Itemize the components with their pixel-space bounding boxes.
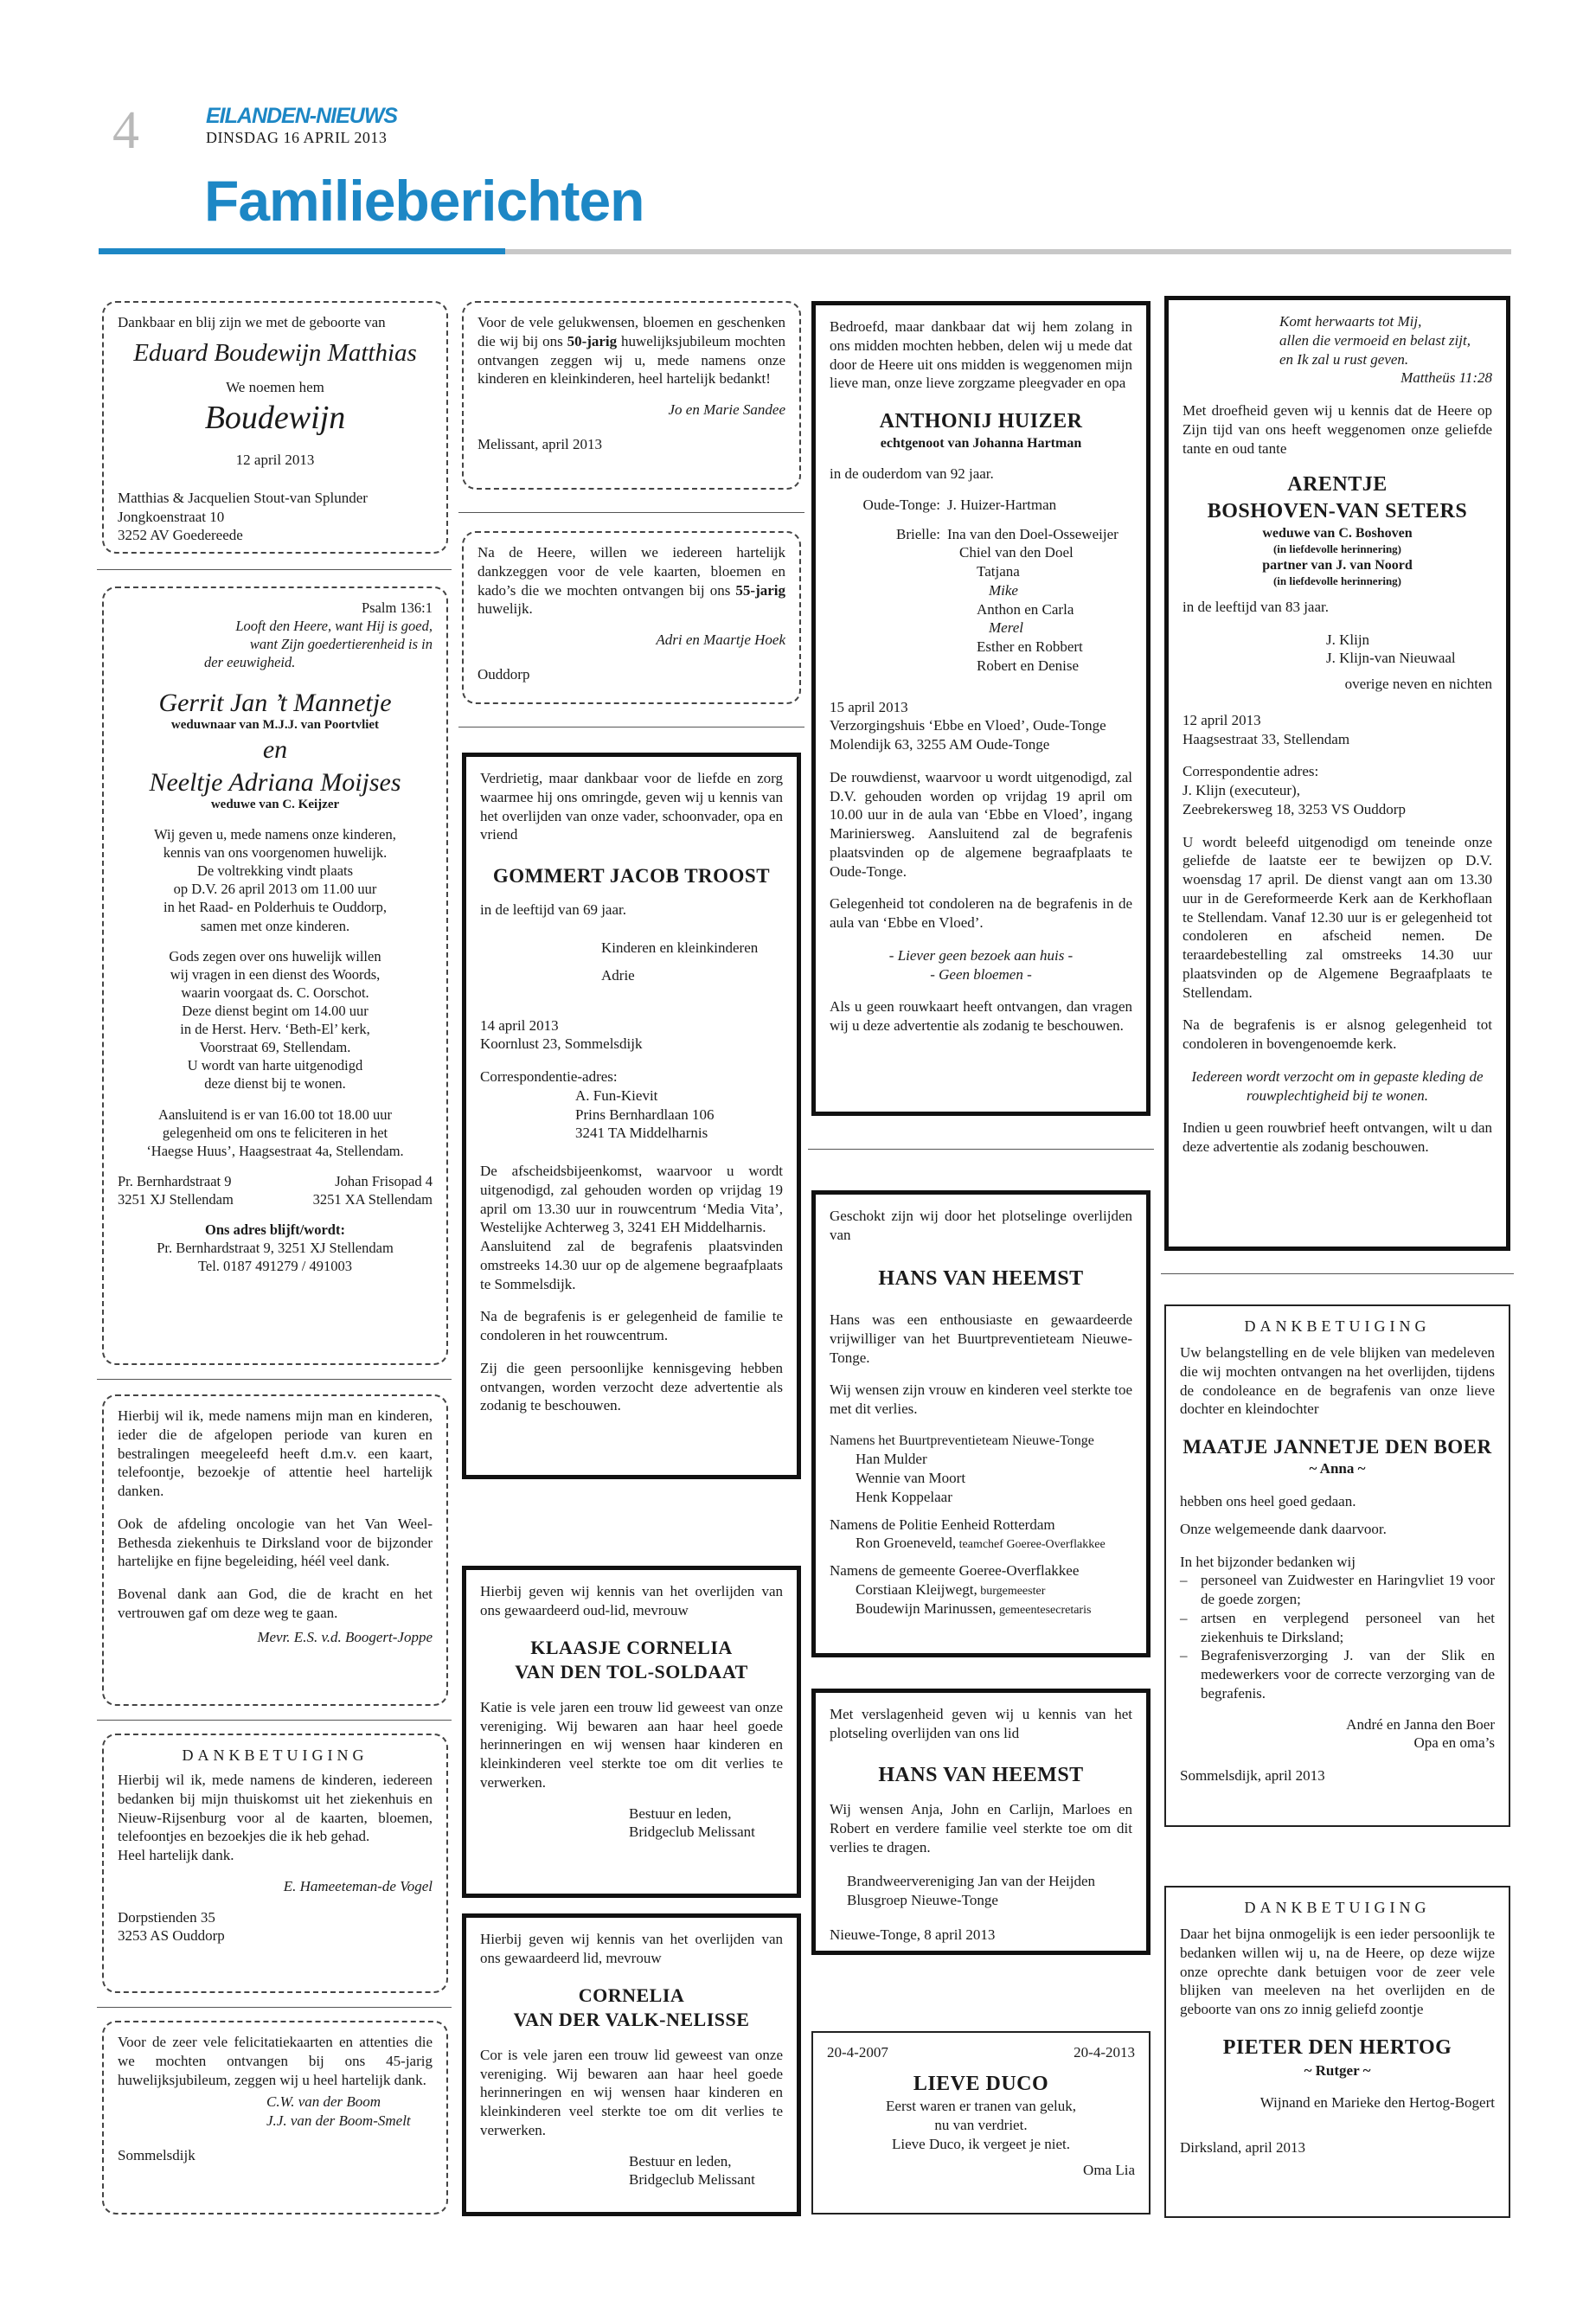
family: J. Klijn-van Nieuwaal [1326, 650, 1456, 667]
signature: Opa en oma’s [1413, 1734, 1495, 1752]
ad-text: Katie is vele jaren een trouw lid geweest van onze vereniging. Wij bewaren aan haar heel goede herinneringen en wij wensen haar kinderen en kleinkinderen veel sterkte toe om dit verlies te verwerken. [480, 1698, 783, 1791]
ad-text: Ook de afdeling oncologie van het Van Weel-Bethesda ziekenhuis te Dirksland voor de bijzonder hartelijke en fijne begeleiding, héél veel dank. [118, 1515, 433, 1570]
ad-text: Hans was een enthousiaste en gewaardeerde vrijwilliger van het Buurtpreventieteam Nieuwe-Tonge. [830, 1311, 1132, 1366]
ad-text: Voorstraat 69, Stellendam. [199, 1039, 351, 1056]
poem-line: nu van verdriet. [934, 2117, 1028, 2134]
ad-text: Bedroefd, maar dankbaar dat wij hem zolang in ons midden mochten hebben, delen wij u mede dat door de Heere uit ons midden is weggenomen mijn lieve man, onze lieve zorgzame pleegvader en opa [830, 318, 1132, 392]
ad-text: Met verslagenheid geven wij u kennis van het plotseling overlijden van ons lid [830, 1706, 1132, 1741]
divider [97, 1379, 452, 1380]
address: Koornlust 23, Sommelsdijk [480, 1035, 643, 1053]
ad-text: We noemen hem [226, 378, 324, 395]
ad-text: Wij wensen Anja, John en Carlijn, Marloes en Robert en verdere familie veel sterkte toe om dit verlies te dragen. [830, 1801, 1132, 1856]
ad-text: Na de begrafenis is er gelegenheid de familie te condoleren in het rouwcentrum. [480, 1308, 783, 1344]
deceased-note: echtgenoot van Johanna Hartman [880, 435, 1082, 451]
family: Robert en Denise [977, 657, 1080, 674]
ad-text: kennis van ons voorgenomen huwelijk. [163, 844, 388, 862]
ad-text: De rouwdienst, waarvoor u wordt uitgenodigd, zal D.V. gehouden worden op vrijdag 19 april om 10.00 uur in de aula van ‘Ebbe en Vloed’, ingang Marinierswеg. Aansluitend zal de begrafenis plaatsvinden op de algemene begraafplaats te Oude-Tonge. [830, 768, 1132, 880]
place: Nieuwe-Tonge, 8 april 2013 [830, 1926, 996, 1943]
ad-text: waarin voorgaat ds. C. Oorschot. [181, 984, 369, 1001]
signature: C.W. van der Boom [266, 2093, 381, 2111]
address: Pr. Bernhardstraat 9, 3251 XJ Stellendam [157, 1240, 394, 1257]
deceased-name: MAATJE JANNETJE DEN BOER [1183, 1436, 1492, 1458]
signature: Wijnand en Marieke den Hertog-Bogert [1259, 2094, 1495, 2112]
signature: Bridgeclub Melissant [629, 2171, 755, 2189]
age: in de ouderdom van 92 jaar. [830, 465, 994, 483]
child-name: Eduard Boudewijn Matthias [133, 338, 417, 367]
verse: Looft den Heere, want Hij is goed, [235, 618, 433, 635]
request: - Liever geen bezoek aan huis - [888, 946, 1074, 964]
address: Johan Frisopad 4 [335, 1172, 433, 1189]
family: overige neven en nichten [1344, 676, 1492, 693]
bride-name: Neeltje Adriana Moijses [149, 768, 401, 798]
request: Iedereen wordt verzocht om in gepaste kleding de rouwplechtigheid bij te wonen. [1191, 1067, 1484, 1104]
ad-text: in het Raad- en Polderhuis te Ouddorp, [163, 899, 387, 916]
family: Adrie [601, 966, 635, 984]
ad-date: 14 april 2013 [480, 1016, 559, 1034]
signature: Bestuur en leden, [629, 1804, 732, 1822]
family: Kinderen en kleinkinderen [601, 939, 759, 957]
deceased-name: GOMMERT JACOB TROOST [492, 865, 771, 887]
ad-heading: DANKBETUIGING [1244, 1899, 1431, 1916]
ad-date: 20-4-2013 [1074, 2044, 1135, 2061]
anniversary: 50-jarig [567, 332, 618, 349]
address: Pr. Bernhardstraat 9 [118, 1172, 232, 1189]
list-item: artsen en verplegend personeel van het ziekenhuis te Dirksland; [1201, 1609, 1495, 1645]
signature: Boudewijn Marinussen, [856, 1600, 997, 1617]
ad-text: samen met onze kinderen. [200, 917, 350, 934]
family: Mike [989, 581, 1018, 599]
address-heading: Ons adres blijft/wordt: [205, 1221, 345, 1239]
ad-text: wij vragen in een dienst des Woords, [170, 965, 381, 983]
thank-you-ad [462, 301, 801, 490]
ad-text: huwelijksjubileum mochten ontvangen zeggen wij u, mede namens onze kinderen en kleinkinderen, heel hartelijk bedankt! [478, 332, 785, 388]
address: 3251 XA Stellendam [312, 1190, 433, 1208]
death-announcement [462, 1913, 801, 2216]
divider [1161, 1273, 1514, 1274]
deceased-name: HANS VAN HEEMST [878, 1266, 1084, 1290]
group: Namens de gemeente Goeree-Overflakkee [830, 1562, 1080, 1580]
ad-text: Bovenal dank aan God, die de kracht en het vertrouwen gaf om deze weg te gaan. [118, 1586, 433, 1621]
ad-text: U wordt beleefd uitgenodigd om teneinde onze geliefde de laatste eer te bewijzen op D.V. woensdag 17 april. De dienst vangt aan om 13.30 uur in de Gereformeerde Kerk aan de Kerkhoflaan te Stellendam. Vanaf 12.30 uur is er gelegenheid tot condoleren en afscheid nemen. De teraardebestelling zal omstreeks 14.30 uur plaatsvinden op de Algemene Begraafplaats te Stellendam. [1183, 833, 1492, 1001]
list-item: Begrafenisverzorging J. van der Slik en medewerkers voor de correcte verzorging van de begrafenis. [1201, 1647, 1495, 1702]
signature: Brandweervereniging Jan van der Heijden [847, 1873, 1095, 1890]
ad-text: op D.V. 26 april 2013 om 11.00 uur [173, 881, 377, 898]
ad-text: deze dienst bij te wonen. [204, 1075, 346, 1093]
nickname: ~ Rutger ~ [1304, 2061, 1371, 2079]
thank-you-ad [1164, 1886, 1510, 2218]
ad-text: Aansluitend is er van 16.00 tot 18.00 uur [158, 1106, 392, 1123]
address: Molendijk 63, 3255 AM Oude-Tonge [830, 736, 1050, 753]
deceased-name: VAN DEN TOL-SOLDAAT [515, 1660, 748, 1682]
section-rule [505, 249, 1511, 254]
section-title: Familieberichten [204, 169, 644, 233]
family: J. Huizer-Hartman [947, 496, 1057, 513]
ad-text: Gelegenheid tot condoleren na de begrafenis in de aula van ‘Ebbe en Vloed’. [830, 895, 1132, 932]
address: Dorpstienden 35 [118, 1908, 215, 1926]
ad-text: Gods zegen over ons huwelijk willen [169, 947, 381, 965]
ad-text: Verdrietig, maar dankbaar voor de liefde en zorg waarmee hij ons omringde, geven wij u kennis van het overlijden van onze vader, schoonvader, opa en vriend [480, 770, 783, 843]
death-announcement [1164, 296, 1510, 1251]
signature: André en Janna den Boer [1346, 1715, 1495, 1733]
ad-text: Aansluitend zal de begrafenis plaatsvinden omstreeks 14.30 uur op de algemene begraafplaats te Sommelsdijk. [480, 1238, 783, 1292]
verse-ref: Mattheüs 11:28 [1401, 369, 1492, 387]
ad-text: Heel hartelijk dank. [118, 1847, 234, 1864]
signature: Wennie van Moort [856, 1470, 966, 1487]
signature: Blusgroep Nieuwe-Tonge [847, 1892, 998, 1909]
ad-text: Wij wensen zijn vrouw en kinderen veel sterkte toe met dit verlies. [830, 1381, 1132, 1418]
place: Brielle: [896, 525, 940, 542]
address: A. Fun-Kievit [575, 1086, 658, 1104]
verse: Komt herwaarts tot Mij, [1279, 313, 1422, 330]
place: Sommelsdijk, april 2013 [1180, 1767, 1325, 1785]
ad-heading: DANKBETUIGING [182, 1747, 369, 1764]
deceased-name: PIETER DEN HERTOG [1222, 2035, 1452, 2059]
wedding-announcement [102, 586, 448, 1365]
ad-text: Daar het bijna onmogelijk is een ieder persoonlijk te bedanken willen wij u, na de Heere, op deze wijze onze oprechte dank betuigen voor de zeer vele blijken van meeleven na het overlijden en de geboorte van ons zo innig geliefd zoontje [1180, 1926, 1495, 2018]
ad-text: gelegenheid om ons te feliciteren in het [162, 1124, 388, 1141]
newspaper-logo: EILANDEN-NIEUWS [206, 104, 398, 128]
ad-text: Met droefheid geven wij u kennis dat de Heere op Zijn tijd van ons heeft weggenomen onze geliefde tante en oud tante [1183, 402, 1492, 457]
family: Anthon en Carla [977, 600, 1074, 618]
groom-note: weduwnaar van M.J.J. van Poortvliet [170, 717, 380, 732]
role: burgemeester [977, 1585, 1046, 1599]
divider [808, 1149, 1154, 1150]
deceased-name: BOSHOVEN-VAN SETERS [1207, 499, 1468, 522]
address: Jongkoenstraat 10 [118, 508, 225, 525]
section-rule-accent [99, 248, 505, 254]
anniversary: 55-jarig [735, 581, 785, 599]
ad-text: Cor is vele jaren een trouw lid geweest van onze vereniging. Wij bewaren aan haar heel goede herinneringen en wij wensen haar kinderen en kleinkinderen veel sterkte toe om dit verlies te verwerken. [480, 2046, 783, 2138]
place: Sommelsdijk [118, 2146, 195, 2163]
place: Oude-Tonge: [862, 496, 940, 513]
memorial-ad [811, 2031, 1151, 2214]
address: 3252 AV Goedereede [118, 527, 243, 544]
deceased-name: VAN DER VALK-NELISSE [513, 2008, 750, 2030]
signature: Ron Groeneveld, [856, 1535, 957, 1552]
deceased-note: (in liefdevolle herinnering) [1272, 574, 1402, 588]
deceased-name: ANTHONIJ HUIZER [879, 410, 1083, 433]
thank-you-ad [102, 1394, 448, 1706]
signature: Jo en Marie Sandee [668, 401, 785, 418]
ad-heading: DANKBETUIGING [1244, 1317, 1431, 1335]
family: Chiel van den Doel [959, 544, 1074, 561]
signature: Mevr. E.S. v.d. Boogert-Joppe [257, 1628, 433, 1645]
poem-line: Eerst waren er tranen van geluk, [886, 2098, 1076, 2115]
role: teamchef Goeree-Overflakkee [956, 1538, 1106, 1552]
verse: der eeuwigheid. [204, 654, 296, 671]
nickname: ~ Anna ~ [1309, 1460, 1366, 1477]
ad-text: Zij die geen persoonlijke kennisgeving hebben ontvangen, worden verzocht deze advertentie als zodanig te beschouwen. [480, 1359, 783, 1414]
address: Verzorgingshuis ‘Ebbe en Vloed’, Oude-Tonge [830, 717, 1106, 734]
verse: want Zijn goedertierenheid is in [249, 636, 433, 653]
deceased-note: (in liefdevolle herinnering) [1272, 542, 1402, 556]
ad-text: Hierbij wil ik, mede namens mijn man en kinderen, ieder die de afgelopen periode van kuren en bestralingen meegeleefd heeft d.m.v. een kaart, telefoontje, bezoekje of attentie heel hartelijk danken. [118, 1407, 433, 1499]
deceased-name: HANS VAN HEEMST [878, 1763, 1084, 1786]
ad-text: U wordt van harte uitgenodigd [187, 1057, 363, 1074]
family: Merel [989, 619, 1023, 637]
signature: Bridgeclub Melissant [629, 1823, 755, 1841]
address-heading: Correspondentie adres: [1183, 763, 1319, 780]
deceased-name: ARENTJE [1287, 473, 1388, 497]
address: 3253 AS Ouddorp [118, 1927, 225, 1945]
ad-text: Geschokt zijn wij door het plotselinge overlijden van [830, 1208, 1132, 1243]
ad-text: Hierbij geven wij kennis van het overlijden van ons gewaardeerd lid, mevrouw [480, 1931, 783, 1966]
ad-text: in de Herst. Herv. ‘Beth-El’ kerk, [180, 1021, 370, 1038]
death-announcement [462, 1566, 801, 1898]
child-call-name: Boudewijn [204, 399, 346, 436]
place: Ouddorp [478, 665, 530, 683]
death-announcement [811, 1689, 1151, 1955]
death-announcement [811, 301, 1151, 1116]
death-announcement [811, 1190, 1151, 1657]
ad-text: Uw belangstelling en de vele blijken van medeleven die wij mochten ontvangen na het overlijden, tijdens de condoleance en de begrafenis van onze lieve dochter en kleindochter [1180, 1344, 1495, 1418]
family: J. Klijn [1326, 631, 1370, 648]
thank-you-ad [102, 1734, 448, 1993]
group: Namens het Buurtpreventieteam Nieuwe-Tonge [830, 1433, 1094, 1448]
group: Namens de Politie Eenheid Rotterdam [830, 1516, 1055, 1533]
thank-you-ad [462, 531, 801, 704]
signature: E. Hameeteman-de Vogel [283, 1877, 433, 1894]
death-announcement [462, 753, 801, 1479]
poem-line: Lieve Duco, ik vergeet je niet. [892, 2135, 1070, 2152]
ad-date: 15 april 2013 [830, 698, 908, 715]
verse-ref: Psalm 136:1 [361, 599, 433, 616]
groom-name: Gerrit Jan ’t Mannetje [158, 689, 392, 718]
deceased-name: CORNELIA [578, 1984, 685, 2006]
ad-text: Hierbij geven wij kennis van het overlijden van ons gewaardeerd oud-lid, mevrouw [480, 1583, 783, 1618]
age: in de leeftijd van 69 jaar. [480, 901, 626, 919]
birth-announcement [102, 301, 448, 554]
ad-date: 12 april 2013 [1183, 711, 1261, 728]
address-heading: Correspondentie-adres: [480, 1068, 618, 1086]
ad-text: hebben ons heel goed gedaan. [1180, 1493, 1356, 1510]
deceased-note: partner van J. van Noord [1262, 557, 1413, 573]
list-item: personeel van Zuidwester en Haringvliet 19 voor de goede zorgen; [1201, 1572, 1495, 1608]
address: 3241 TA Middelharnis [575, 1125, 708, 1142]
ad-text: Hierbij wil ik, mede namens de kinderen, iedereen bedanken bij mijn thuiskomst uit het ziekenhuis en Nieuw-Rijsenburg voor al de kaarten, bloemen, telefoontjes en bezoekjes die ik heb gehad. [118, 1772, 433, 1845]
family: Ina van den Doel-Osseweijer [947, 525, 1118, 542]
address: 3251 XJ Stellendam [118, 1190, 234, 1208]
signature: Han Mulder [856, 1451, 927, 1468]
ad-text: Na de Heere, willen we iedereen hartelijk dankzeggen voor de vele kaarten, bloemen en kado’s die we mochten ontvangen bij ons [478, 544, 785, 599]
ad-text: In het bijzonder bedanken wij [1180, 1553, 1356, 1570]
ad-text: Dankbaar en blij zijn we met de geboorte van [118, 314, 386, 330]
ad-text: Deze dienst begint om 14.00 uur [182, 1002, 369, 1019]
address: Haagsestraat 33, Stellendam [1183, 730, 1350, 747]
verse: en Ik zal u rust geven. [1279, 350, 1409, 368]
signature: Corstiaan Kleijwegt, [856, 1581, 977, 1599]
ad-date: 12 april 2013 [235, 452, 315, 469]
ad-text: Onze welgemeende dank daarvoor. [1180, 1520, 1387, 1537]
request: - Geen bloemen - [930, 965, 1032, 983]
address: Zeebrekersweg 18, 3253 VS Ouddorp [1183, 800, 1406, 817]
deceased-note: weduwe van C. Boshoven [1262, 525, 1413, 541]
signature: Oma Lia [1083, 2161, 1135, 2178]
divider [97, 569, 452, 570]
ad-text: ‘Haegse Huus’, Haagsestraat 4a, Stellendam. [146, 1142, 404, 1159]
ad-text: huwelijk. [478, 600, 533, 618]
page-number: 4 [112, 101, 139, 160]
signature: Bestuur en leden, [629, 2152, 732, 2170]
ad-date: 20-4-2007 [827, 2044, 888, 2061]
divider [97, 1720, 452, 1721]
role: gemeentesecretaris [996, 1604, 1092, 1617]
signature: Henk Koppelaar [856, 1488, 952, 1505]
signature: J.J. van der Boom-Smelt [266, 2112, 411, 2129]
ad-text: Voor de vele gelukwensen, bloemen en geschenken die wij bij ons [478, 314, 785, 349]
ad-text: De voltrekking vindt plaats [196, 862, 354, 880]
parents: Matthias & Jacquelien Stout-van Splunder [118, 489, 368, 506]
signature: Adri en Maartje Hoek [656, 631, 785, 648]
thank-you-ad: DANKBETUIGING Uw belangstelling en de vele blijken van medeleven die wij mochten ontvangen na het overlijden, tijdens de condoleance en de begrafenis van onze lieve dochter en kleindochter MAATJE JANNETJE DEN BOER ~ Anna ~ hebben ons heel goed gedaan. Onze welgemeende dank daarvoor. In het bijzonder bedanken wij – personeel van Zuidwester en Haringvliet 19 voor de goede zorgen; – artsen en verplegend personeel van het ziekenhuis te Dirksland; – Begrafenisverzorging J. van der Slik en medewerkers voor de correcte verzorging van de begrafenis. André en Janna den Boer Opa en oma’s Sommelsdijk, april 2013 [1164, 1304, 1510, 1827]
ad-text: De afscheidsbijeenkomst, waarvoor u wordt uitgenodigd, zal gehouden worden op vrijdag 19 april om 13.30 uur in rouwcentrum ‘Media Vita’, Westelijke Achterweg 3, 3241 EH Middelharnis. [480, 1163, 783, 1236]
ad-text: Als u geen rouwkaart heeft ontvangen, dan vragen wij u deze advertentie als zodanig te beschouwen. [830, 998, 1132, 1035]
divider [458, 512, 804, 513]
deceased-name: LIEVE DUCO [913, 2072, 1049, 2095]
divider [97, 2007, 452, 2008]
ad-text: Na de begrafenis is er alsnog gelegenheid tot condoleren in bovengenoemde kerk. [1183, 1016, 1492, 1053]
family: Esther en Robbert [977, 638, 1083, 656]
address: J. Klijn (executeur), [1183, 782, 1300, 799]
family: Tatjana [977, 563, 1020, 580]
ad-text: Indien u geen rouwbrief heeft ontvangen, wilt u dan deze advertentie als zodanig beschouwen. [1183, 1119, 1492, 1156]
age: in de leeftijd van 83 jaar. [1183, 598, 1329, 615]
bride-note: weduwe van C. Keijzer [210, 797, 340, 811]
verse: allen die vermoeid en belast zijt, [1279, 331, 1471, 349]
issue-date: DINSDAG 16 APRIL 2013 [206, 129, 388, 146]
place: Dirksland, april 2013 [1180, 2139, 1305, 2156]
thank-you-ad [102, 2021, 448, 2214]
deceased-name: KLAASJE CORNELIA [530, 1636, 733, 1658]
ad-text: Wij geven u, mede namens onze kinderen, [154, 825, 396, 843]
conjunction: en [262, 735, 288, 765]
ad-text: Voor de zeer vele felicitatiekaarten en attenties die we mochten ontvangen bij ons 45-jarig huwelijksjubileum, zeggen wij u heel hartelijk dank. [118, 2034, 433, 2088]
address: Prins Bernhardlaan 106 [575, 1106, 715, 1123]
phone: Tel. 0187 491279 / 491003 [197, 1258, 353, 1275]
place: Melissant, april 2013 [478, 435, 603, 452]
